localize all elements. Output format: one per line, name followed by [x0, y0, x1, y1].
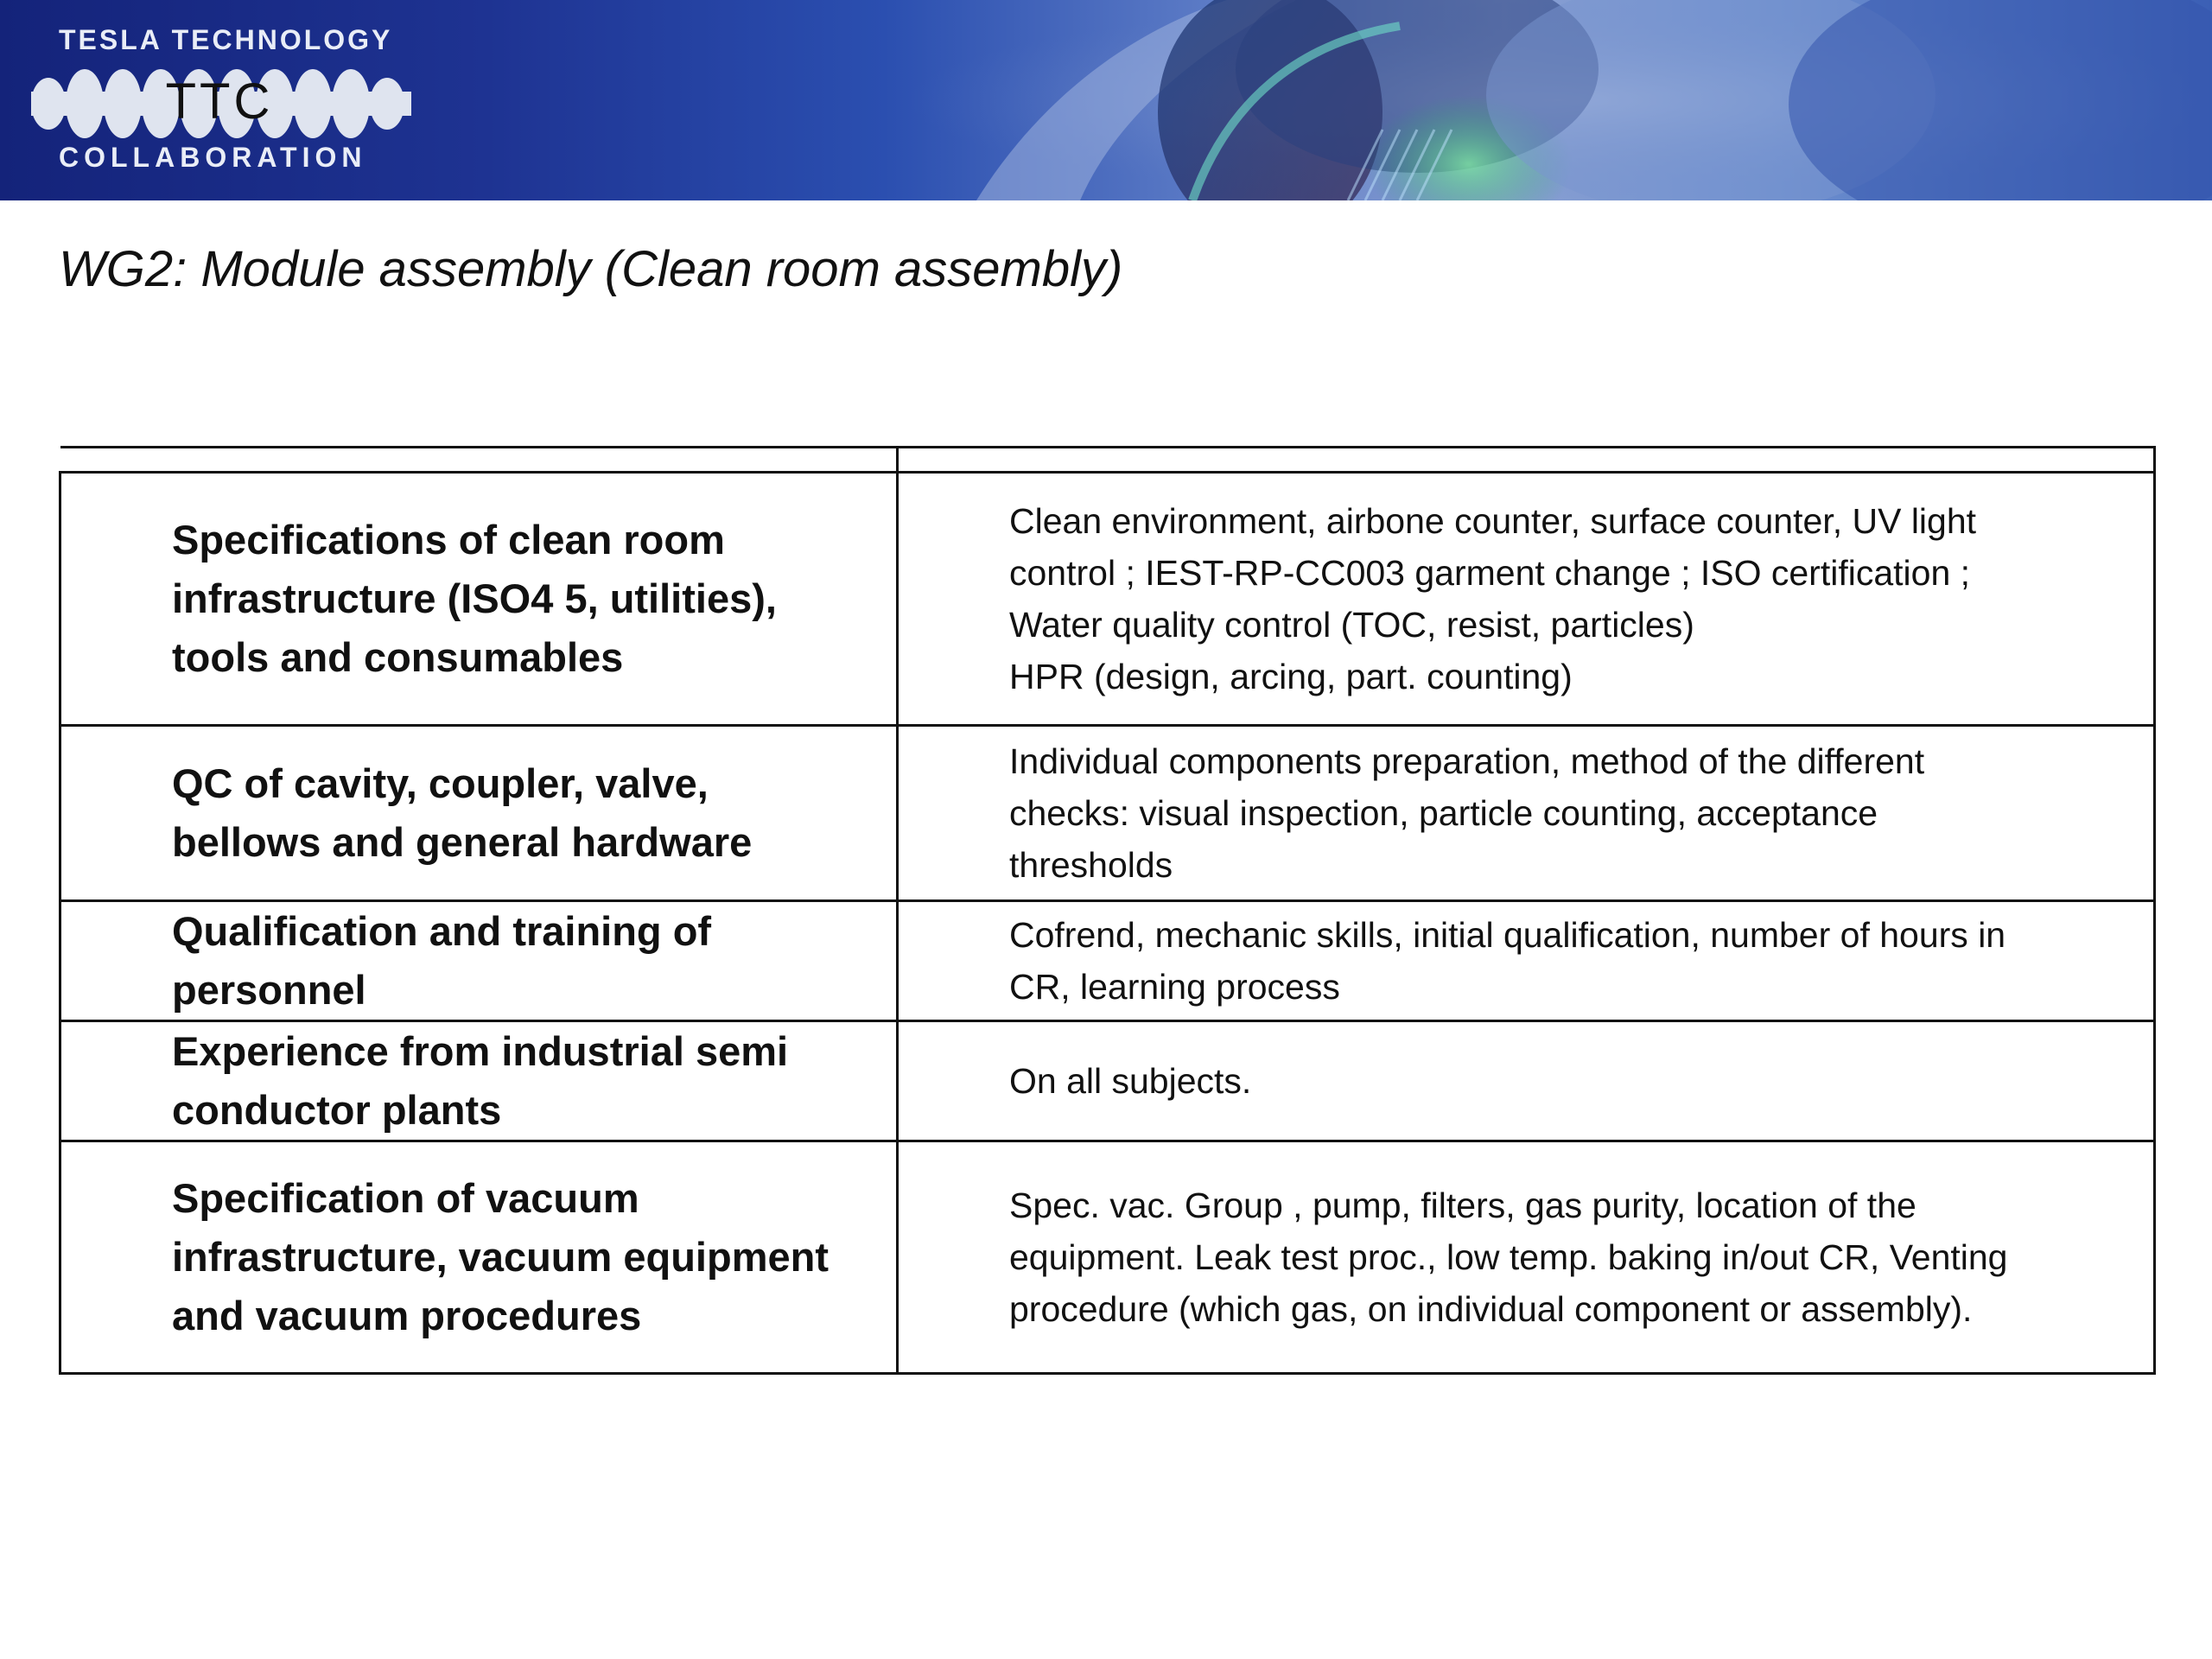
table-row: [60, 1021, 2155, 1141]
logo-mark-text: TTC: [165, 73, 274, 130]
detail-line: equipment. Leak test proc., low temp. baking in/out CR, Venting: [1009, 1237, 2008, 1277]
topic-line: infrastructure, vacuum equipment: [172, 1234, 829, 1280]
topic-line: Specifications of clean room: [172, 517, 725, 563]
detail-line: control ; IEST-RP-CC003 garment change ; ISO certification ;: [1009, 553, 1971, 593]
topic-line: Qualification and training of: [172, 908, 712, 954]
topic-cell: [60, 473, 898, 726]
ttc-logo: [31, 19, 411, 183]
topic-cell: [60, 901, 898, 1021]
topic-line: personnel: [172, 967, 366, 1013]
detail-line: Cofrend, mechanic skills, initial qualification, number of hours in: [1009, 915, 2006, 955]
topic-cell: [60, 726, 898, 901]
topic-cell: [60, 1141, 898, 1374]
topic-line: Specification of vacuum: [172, 1175, 639, 1221]
table-header-row: [60, 448, 2155, 473]
detail-cell: [898, 1141, 2155, 1374]
table-row: [60, 473, 2155, 726]
topic-line: tools and consumables: [172, 634, 624, 680]
detail-line: thresholds: [1009, 845, 1173, 885]
topic-cell: [60, 1021, 898, 1141]
topic-line: bellows and general hardware: [172, 819, 753, 865]
topic-line: and vacuum procedures: [172, 1293, 642, 1338]
topic-line: conductor plants: [172, 1087, 502, 1133]
detail-line: Individual components preparation, method of the different: [1009, 741, 1925, 781]
header-banner: [0, 0, 2212, 200]
detail-cell: [898, 901, 2155, 1021]
detail-line: Spec. vac. Group , pump, filters, gas purity, location of the: [1009, 1185, 1916, 1225]
table-row: [60, 901, 2155, 1021]
detail-cell: [898, 726, 2155, 901]
detail-line: CR, learning process: [1009, 967, 1340, 1007]
topic-line: Experience from industrial semi: [172, 1028, 789, 1074]
detail-line: On all subjects.: [1009, 1061, 1252, 1101]
topics-table: [59, 446, 2156, 1375]
detail-line: procedure (which gas, on individual component or assembly).: [1009, 1289, 1973, 1329]
detail-cell: [898, 1021, 2155, 1141]
detail-line: Water quality control (TOC, resist, particles): [1009, 605, 1694, 645]
detail-line: checks: visual inspection, particle counting, acceptance: [1009, 793, 1878, 833]
topic-line: QC of cavity, coupler, valve,: [172, 760, 709, 806]
topic-line: infrastructure (ISO4 5, utilities),: [172, 575, 777, 621]
table-row: [60, 1141, 2155, 1374]
logo-top-text: TESLA TECHNOLOGY: [59, 24, 393, 55]
table-header-cell: [898, 448, 2155, 473]
detail-line: HPR (design, arcing, part. counting): [1009, 657, 1573, 696]
table-row: [60, 726, 2155, 901]
detail-line: Clean environment, airbone counter, surface counter, UV light: [1009, 501, 1977, 541]
detail-cell: [898, 473, 2155, 726]
logo-bottom-text: COLLABORATION: [59, 142, 367, 173]
slide-title: WG2: Module assembly (Clean room assembly): [59, 241, 1123, 297]
table-header-cell: [60, 448, 898, 473]
